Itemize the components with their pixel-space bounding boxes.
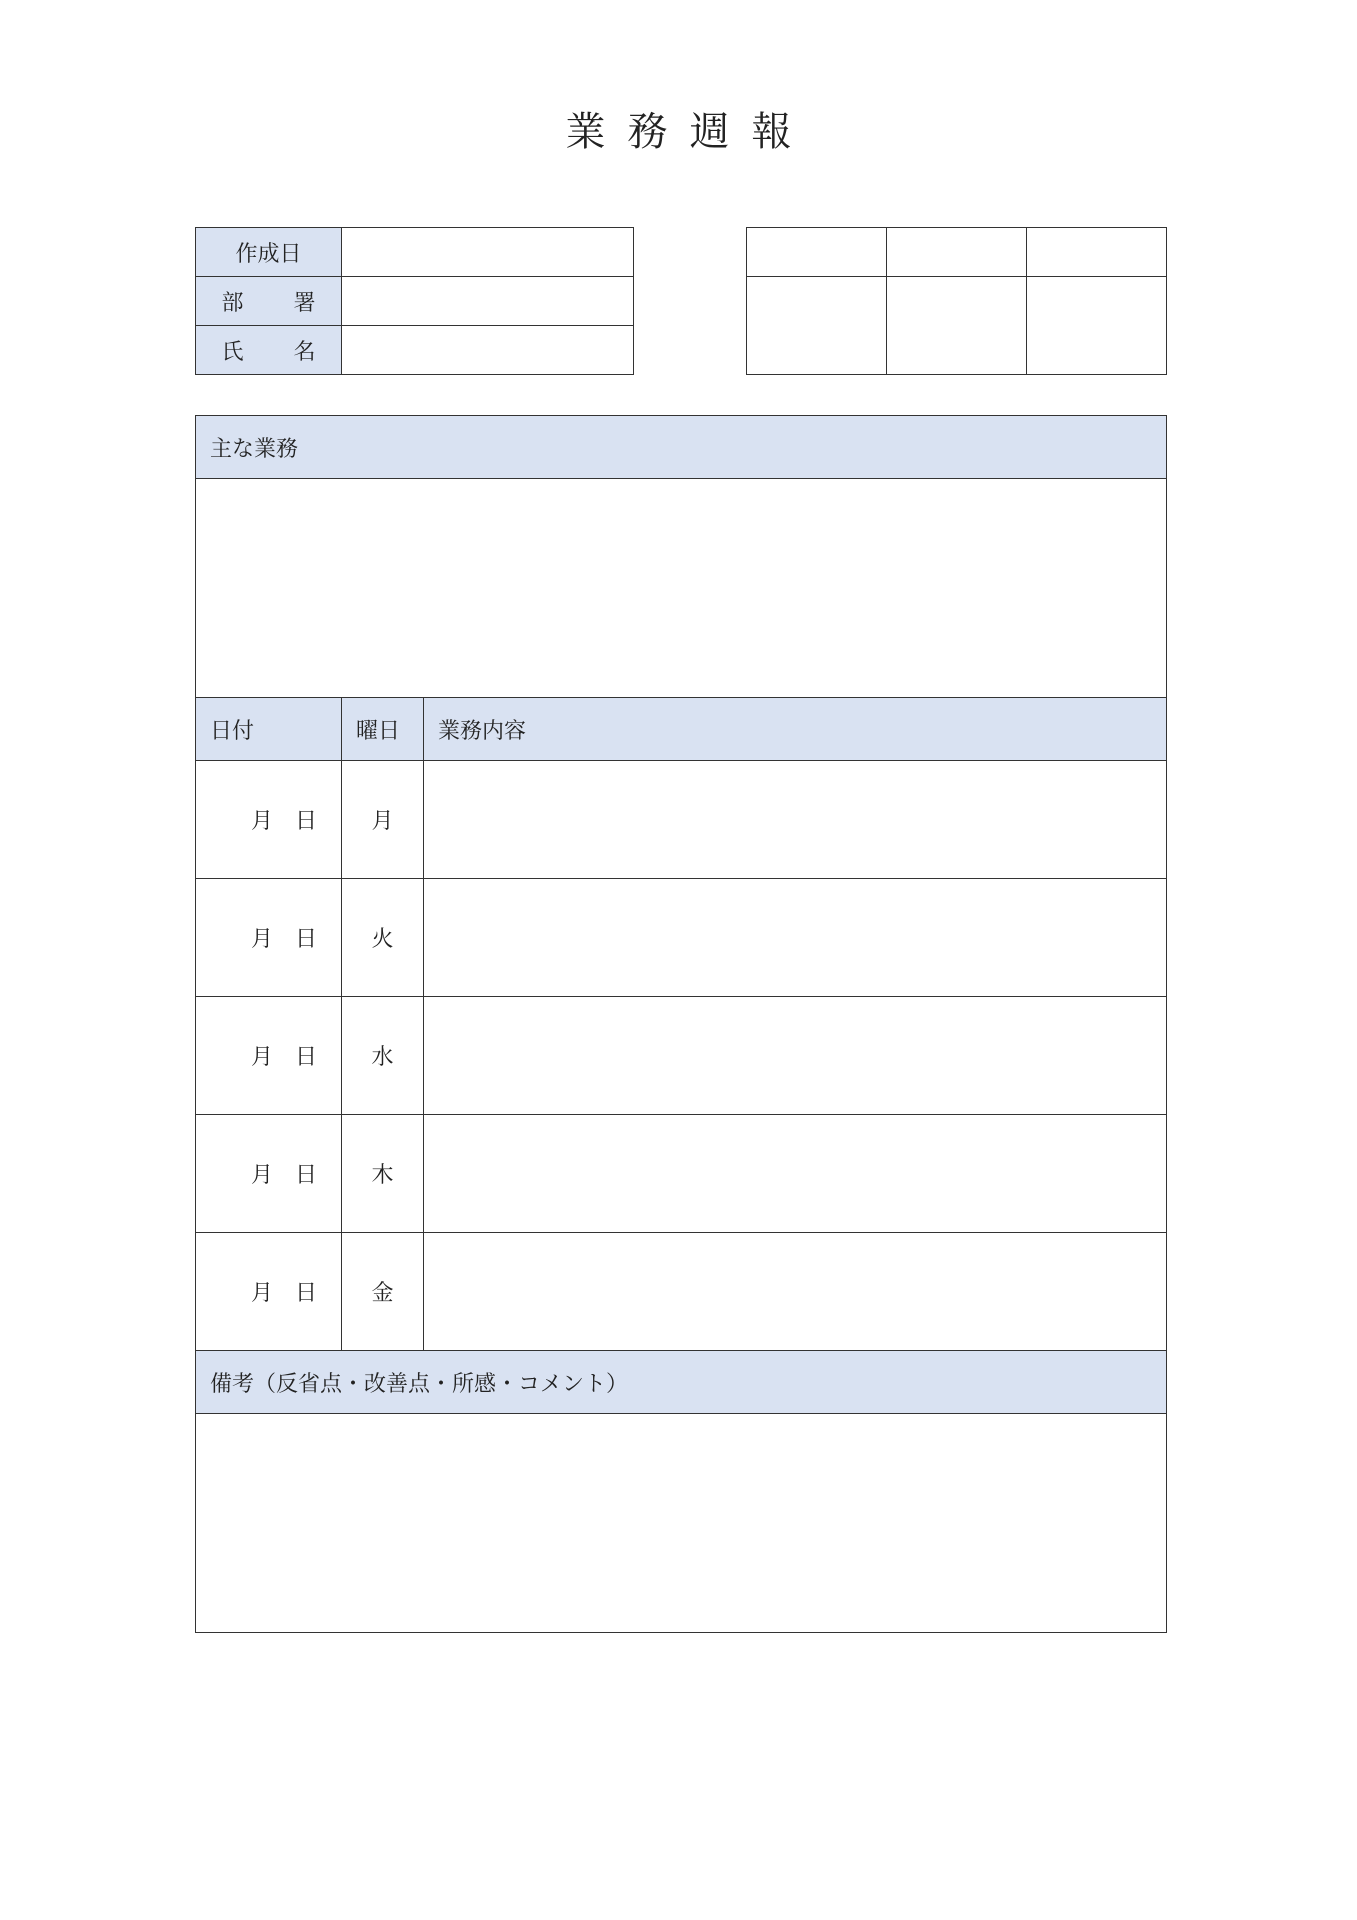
created-label: 作成日: [196, 228, 342, 277]
dept-label-cell: [196, 277, 342, 326]
info-table: [195, 227, 634, 375]
remarks-row: [196, 1414, 1167, 1633]
created-row: [196, 228, 634, 277]
work-content-field[interactable]: [424, 1233, 1167, 1351]
remarks-header-row: [196, 1351, 1167, 1414]
stamp-header-cell[interactable]: [747, 228, 887, 277]
weekday-cell: 火: [342, 879, 424, 997]
date-cell[interactable]: 月 日: [196, 879, 342, 997]
daily-row: [196, 879, 1167, 997]
work-content-field[interactable]: [424, 761, 1167, 879]
main-work-header-row: [196, 416, 1167, 479]
main-work-header: 主な業務: [196, 416, 1167, 479]
approval-stamp-table: [746, 227, 1167, 375]
dept-row: [196, 277, 634, 326]
stamp-box[interactable]: [887, 277, 1027, 375]
dept-label: 部 署: [221, 290, 316, 316]
stamp-box[interactable]: [1027, 277, 1167, 375]
remarks-header: 備考（反省点・改善点・所感・コメント）: [196, 1351, 1167, 1414]
stamp-box[interactable]: [747, 277, 887, 375]
main-work-field[interactable]: [196, 479, 1167, 698]
work-content-field[interactable]: [424, 1115, 1167, 1233]
work-content-field[interactable]: [424, 879, 1167, 997]
name-label-cell: [196, 326, 342, 375]
work-content-field[interactable]: [424, 997, 1167, 1115]
stamp-box-row: [747, 277, 1167, 375]
date-column-header: 日付: [196, 698, 342, 761]
weekday-cell: 月: [342, 761, 424, 879]
dept-field[interactable]: [342, 277, 634, 326]
created-field[interactable]: [342, 228, 634, 277]
stamp-header-row: [747, 228, 1167, 277]
daily-row: [196, 1233, 1167, 1351]
weekday-cell: 水: [342, 997, 424, 1115]
date-cell[interactable]: 月 日: [196, 1115, 342, 1233]
daily-row: [196, 997, 1167, 1115]
remarks-field[interactable]: [196, 1414, 1167, 1633]
stamp-header-cell[interactable]: [887, 228, 1027, 277]
date-cell[interactable]: 月 日: [196, 997, 342, 1115]
report-table: [195, 415, 1167, 1633]
stamp-header-cell[interactable]: [1027, 228, 1167, 277]
date-cell[interactable]: 月 日: [196, 761, 342, 879]
page-title: 業務週報: [565, 109, 814, 155]
name-label: 氏 名: [221, 339, 316, 365]
main-work-row: [196, 479, 1167, 698]
date-cell[interactable]: 月 日: [196, 1233, 342, 1351]
daily-row: [196, 1115, 1167, 1233]
name-row: [196, 326, 634, 375]
daily-row: [196, 761, 1167, 879]
daily-header-row: [196, 698, 1167, 761]
weekday-cell: 木: [342, 1115, 424, 1233]
content-column-header: 業務内容: [424, 698, 1167, 761]
weekday-cell: 金: [342, 1233, 424, 1351]
name-field[interactable]: [342, 326, 634, 375]
day-column-header: 曜日: [342, 698, 424, 761]
